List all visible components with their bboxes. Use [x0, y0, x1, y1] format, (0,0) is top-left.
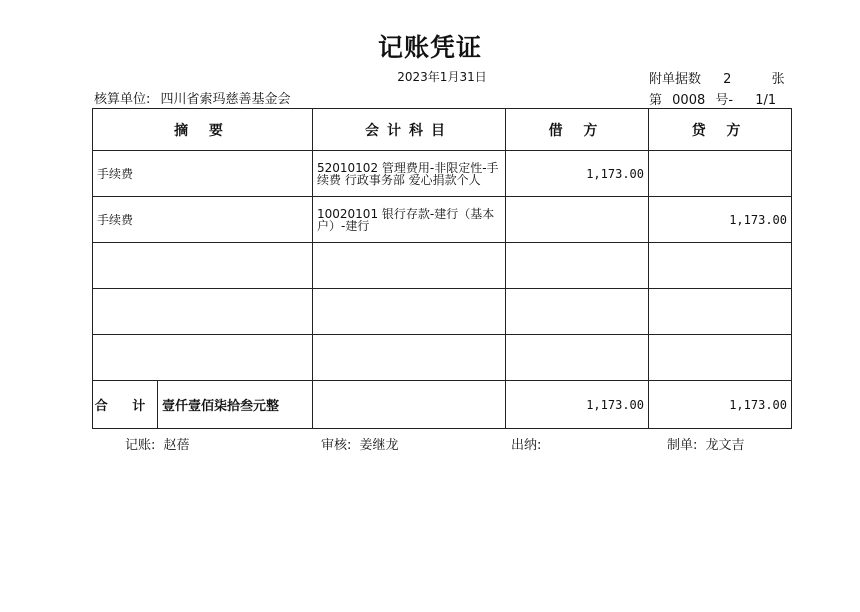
row-account [313, 335, 506, 381]
total-cell [93, 381, 313, 429]
voucher-number-prefix: 第 [649, 93, 663, 108]
attachment-value: 2 [723, 72, 732, 87]
signature-reviewer [321, 434, 399, 453]
row-account: 52010102 管理费用-非限定性-手续费 行政事务部 爱心捐款个人 [313, 151, 506, 197]
attachment-unit: 张 [771, 72, 785, 87]
table-row [93, 335, 792, 381]
signature-cashier [511, 434, 545, 453]
attachment-label: 附单据数 [649, 72, 702, 87]
row-summary [93, 243, 313, 289]
reviewer-label: 审核: [321, 438, 352, 453]
accounting-unit [94, 88, 291, 107]
voucher-title: 记账凭证 [377, 33, 482, 62]
voucher-number [649, 89, 776, 108]
row-account: 10020101 银行存款-建行（基本户）-建行 [313, 197, 506, 243]
total-label: 合 计 [93, 381, 158, 428]
row-summary [93, 289, 313, 335]
voucher-number-value: 0008 [672, 93, 706, 108]
row-debit [506, 335, 649, 381]
table-row [93, 151, 792, 197]
total-credit: 1,173.00 [649, 381, 792, 429]
signature-bookkeeper [125, 434, 190, 453]
row-credit [649, 151, 792, 197]
voucher-number-suffix: 号- [715, 93, 734, 108]
row-summary [93, 335, 313, 381]
row-debit [506, 197, 649, 243]
column-header-summary: 摘 要 [93, 109, 313, 151]
accounting-unit-name: 四川省索玛慈善基金会 [160, 92, 291, 107]
row-summary: 手续费 [93, 151, 313, 197]
table-row [93, 197, 792, 243]
table-header-row [93, 109, 792, 151]
row-credit [649, 243, 792, 289]
voucher-table [92, 108, 792, 429]
column-header-account: 会计科目 [313, 109, 506, 151]
voucher-date: 2023年1月31日 [397, 70, 487, 84]
preparer-name: 龙文吉 [705, 438, 745, 453]
total-amount-words: 壹仟壹佰柒拾叁元整 [162, 399, 280, 414]
row-summary: 手续费 [93, 197, 313, 243]
row-credit: 1,173.00 [649, 197, 792, 243]
preparer-label: 制单: [667, 438, 698, 453]
row-credit [649, 289, 792, 335]
row-debit [506, 243, 649, 289]
bookkeeper-label: 记账: [125, 438, 156, 453]
column-header-credit: 贷 方 [649, 109, 792, 151]
total-row [93, 381, 792, 429]
row-credit [649, 335, 792, 381]
total-debit: 1,173.00 [506, 381, 649, 429]
table-row [93, 243, 792, 289]
row-debit: 1,173.00 [506, 151, 649, 197]
row-account [313, 243, 506, 289]
attachment-count [649, 68, 785, 87]
reviewer-name: 姜继龙 [359, 438, 399, 453]
cashier-label: 出纳: [511, 438, 542, 453]
bookkeeper-name: 赵蓓 [163, 438, 190, 453]
signature-preparer [667, 434, 745, 453]
total-spacer [313, 381, 506, 429]
voucher-page: 1/1 [755, 93, 777, 108]
table-row [93, 289, 792, 335]
row-account [313, 289, 506, 335]
accounting-unit-label: 核算单位: [94, 92, 151, 107]
row-debit [506, 289, 649, 335]
column-header-debit: 借 方 [506, 109, 649, 151]
